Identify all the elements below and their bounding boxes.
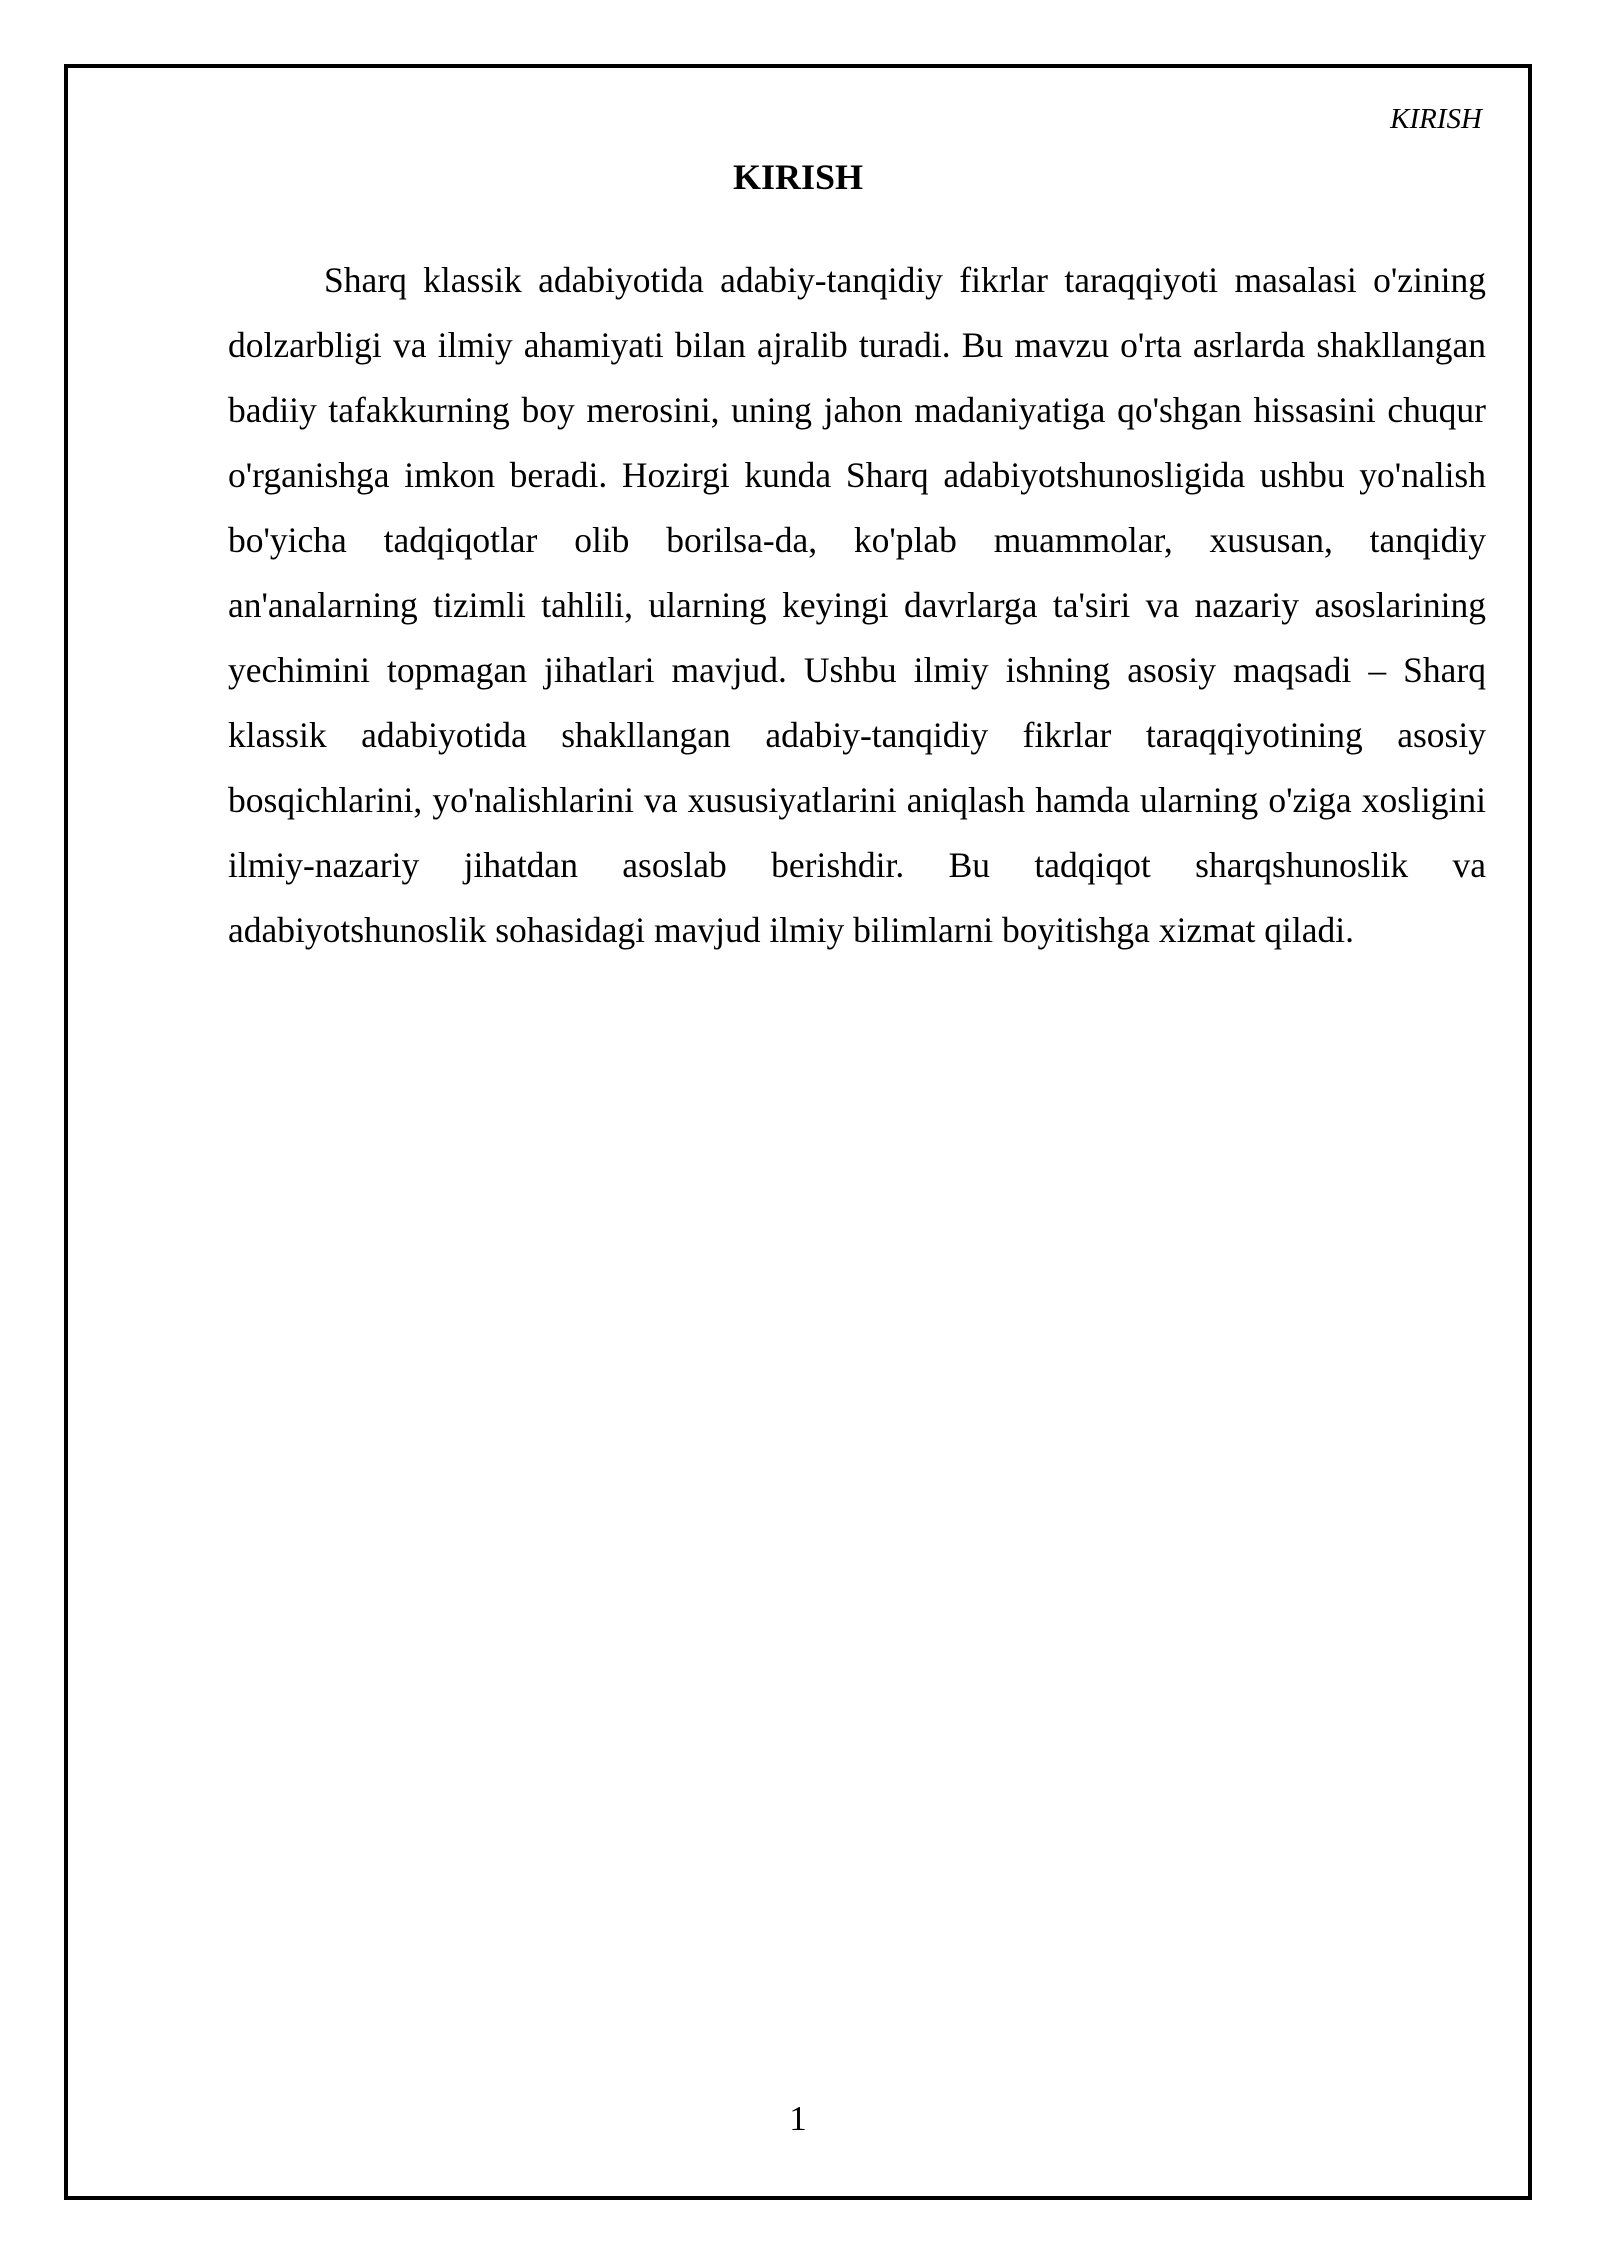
page-title: KIRISH bbox=[732, 157, 864, 197]
page-frame bbox=[64, 64, 1532, 2200]
intro-paragraph: Sharq klassik adabiyotida adabiy-tanqidiy fikrlar taraqqiyoti masalasi o'zining dolzarbligi va ilmiy ahamiyati bilan ajralib turadi. Bu mavzu o'rta asrlarda shakllangan badiiy tafakkurning boy merosini, uning jahon madaniyatiga qo'shgan hissasini chuqur o'rganishga imkon beradi. Hozirgi kunda Sharq adabiyotshunosligida ushbu yo'nalish bo'yicha tadqiqotlar olib borilsa-da, ko'plab muammolar, xususan, tanqidiy an'analarning tizimli tahlili, ularning keyingi davrlarga ta'siri va nazariy asoslarining yechimini topmagan jihatlari mavjud. Ushbu ilmiy ishning asosiy maqsadi – Sharq klassik adabiyotida shakllangan adabiy-tanqidiy fikrlar taraqqiyotining asosiy bosqichlarini, yo'nalishlarini va xususiyatlarini aniqlash hamda ularning o'ziga xosligini ilmiy-nazariy jihatdan asoslab berishdir. Bu tadqiqot sharqshunoslik va adabiyotshunoslik sohasidagi mavjud ilmiy bilimlarni boyitishga xizmat qiladi. bbox=[228, 260, 1486, 950]
page-number: 1 bbox=[789, 2099, 807, 2138]
running-header: KIRISH bbox=[1390, 103, 1482, 135]
